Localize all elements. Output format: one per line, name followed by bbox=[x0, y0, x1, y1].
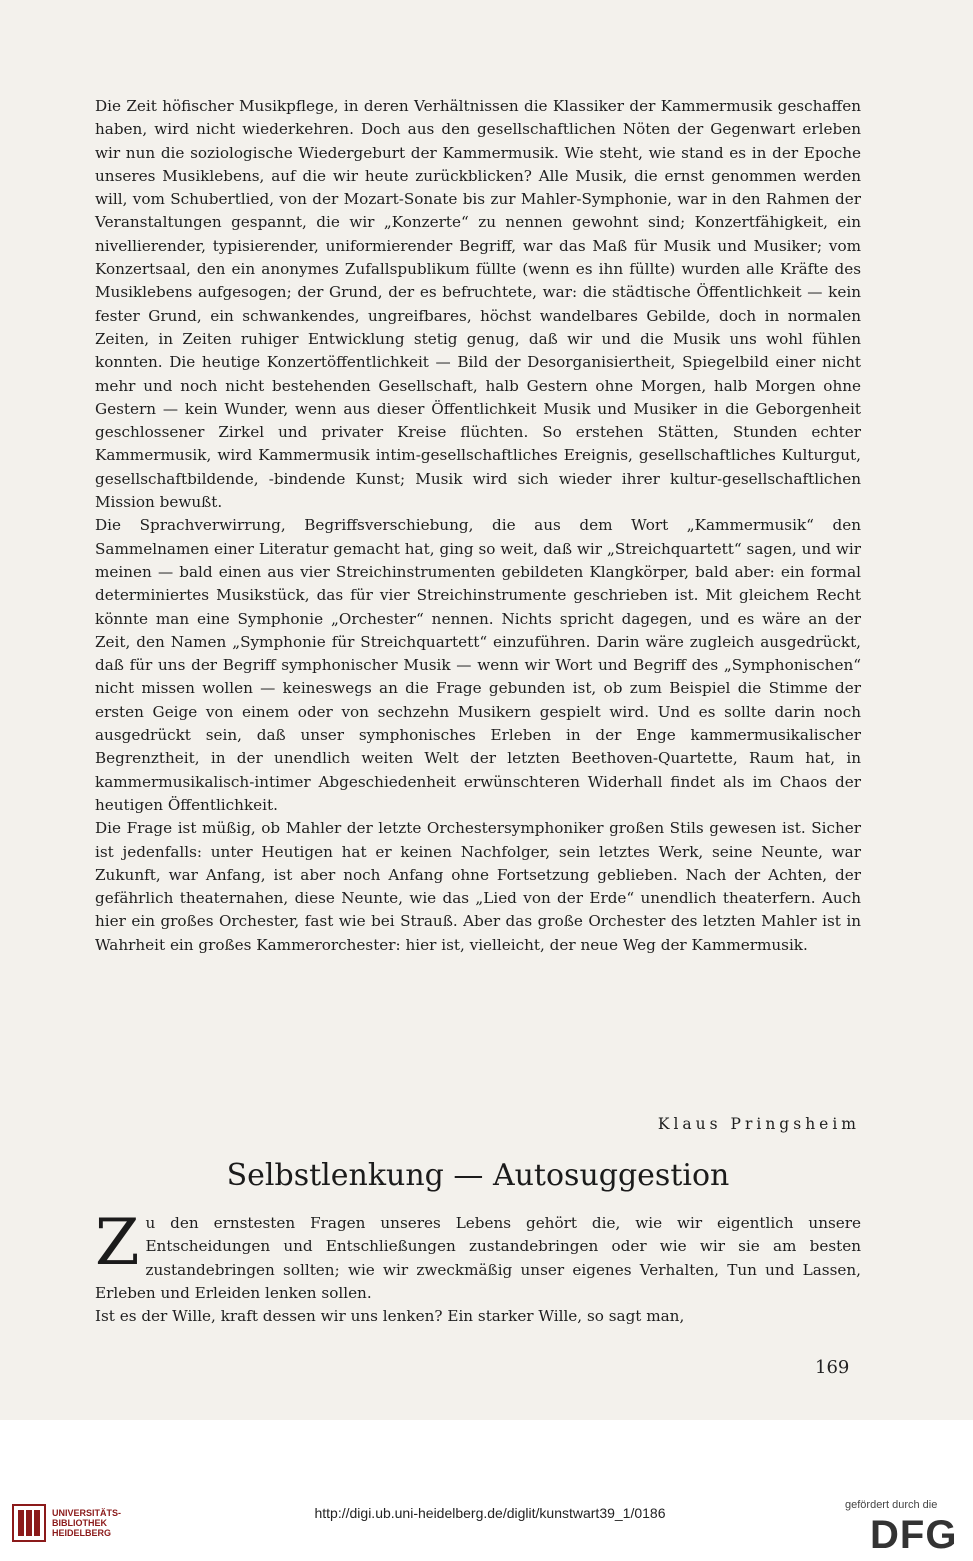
paragraph-1: Die Zeit höfischer Musikpflege, in deren Verhältnissen die Klassiker der Kammermusik geschaffen haben, wird nicht wiederkehren. Doch aus den gesellschaftlichen Nöten der Gegenwart erleben wir nun die soziologische Wiedergeburt der Kammermusik. Wie steht, wie stand es in der Epoche unseres Musiklebens, auf die wir heute zurückblicken? Alle Musik, die ernst genommen werden will, vom Schubertlied, von der Mozart-Sonate bis zur Mahler-Symphonie, war in den Rahmen der Veranstaltungen gespannt, die wir „Konzerte“ zu nennen gewohnt sind; Konzertfähigkeit, ein nivellierender, typisierender, uniformierender Begriff, war das Maß für Musik und Musiker; vom Konzertsaal, den ein anonymes Zufallspublikum füllte (wenn es ihn füllte) wurden alle Kräfte des Musiklebens aufgesogen; der Grund, der es befruchtete, war: die städtische Öffentlichkeit — kein fester Grund, ein schwankendes, ungreifbares, höchst wandelbares Gebilde, doch in normalen Zeiten, in Zeiten ruhiger Entwicklung stetig genug, daß wir und die Musik uns wohl fühlen konnten. Die heutige Konzertöffentlichkeit — Bild der Desorganisiertheit, Spiegelbild einer nicht mehr und noch nicht bestehenden Gesellschaft, halb Gestern ohne Morgen, halb Morgen ohne Gestern — kein Wunder, wenn aus dieser Öffentlichkeit Musik und Musiker in die Geborgenheit geschlossener Zirkel und privater Kreise flüchten. So erstehen Stätten, Stunden echter Kammermusik, wird Kammermusik intim-gesellschaftliches Ereignis, gesellschaftliches Kulturgut, gesellschaftbildende, -bindende Kunst; Musik wird sich wieder ihrer kultur-gesellschaftlichen Mission bewußt. bbox=[95, 97, 861, 512]
drop-cap: Z bbox=[95, 1206, 140, 1280]
university-logo-icon bbox=[12, 1504, 46, 1542]
page-number: 169 bbox=[815, 1357, 850, 1378]
author-signature: Klaus Pringsheim bbox=[657, 1115, 860, 1133]
funded-by-label: gefördert durch die bbox=[845, 1499, 938, 1511]
footer-bar bbox=[0, 1420, 973, 1561]
paragraph-2: Die Sprachverwirrung, Begriffsverschiebung, die aus dem Wort „Kammermusik“ den Sammelnamen einer Literatur gemacht hat, ging so weit, daß wir „Streichquartett“ sagen, und wir meinen — bald einen aus vier Streichinstrumenten gebildeten Klangkörper, bald aber: ein formal determiniertes Musikstück, das für vier Streichinstrumente geschrieben ist. Mit gleichem Recht könnte man eine Symphonie „Orchester“ nennen. Nichts spricht dagegen, und es wäre an der Zeit, den Namen „Symphonie für Streichquartett“ einzuführen. Darin wäre zugleich ausgedrückt, daß für uns der Begriff symphonischer Musik — wenn wir Wort und Begriff des „Symphonischen“ nicht missen wollen — keineswegs an die Frage gebunden ist, ob zum Beispiel die Stimme der ersten Geige von einem oder von sechzehn Musikern gespielt wird. Und es sollte darin noch ausgedrückt sein, daß unser symphonisches Erleben in der Enge kammermusikalischer Begrenztheit, in der unendlich weiten Welt der letzten Beethoven-Quartette, Raum hat, in kammermusikalisch-intimer Abgeschiedenheit erwünschteren Widerhall findet als im Chaos der heutigen Öffentlichkeit. bbox=[95, 516, 861, 814]
article-title: Selbstlenkung — Autosuggestion bbox=[226, 1158, 730, 1193]
article-body bbox=[95, 95, 861, 957]
article2-paragraph-2: Ist es der Wille, kraft dessen wir uns lenken? Ein starker Wille, so sagt man, bbox=[95, 1307, 685, 1326]
article2-paragraph-1: u den ernstesten Fragen unseres Lebens gehört die, wie wir eigentlich unsere Entscheidungen und Entschließungen zustandebringen oder wie wir sie am besten zustandebringen sollten; wie wir zweckmäßig unser eigenes Verhalten, Tun und Lassen, Erleben und Erleiden lenken sollen. bbox=[95, 1214, 861, 1302]
source-url[interactable]: http://digi.ub.uni-heidelberg.de/diglit/kunstwart39_1/0186 bbox=[314, 1505, 666, 1521]
article2-body bbox=[95, 1206, 861, 1328]
paragraph-3: Die Frage ist müßig, ob Mahler der letzte Orchestersymphoniker großen Stils gewesen ist. Sicher ist jedenfalls: unter Heutigen hat er keinen Nachfolger, sein letztes Werk, seine Neunte, war Zukunft, war Anfang, ist aber noch Anfang ohne Fortsetzung geblieben. Nach der Achten, der gefährlich theaternahen, diese Neunte, wie das „Lied von der Erde“ unendlich theaterfern. Auch hier ein großes Orchester, fast wie bei Strauß. Aber das große Orchester des letzten Mahler ist in Wahrheit ein großes Kammerorchester: hier ist, vielleicht, der neue Weg der Kammermusik. bbox=[95, 819, 861, 954]
university-name: UNIVERSITÄTS- BIBLIOTHEK HEIDELBERG bbox=[52, 1508, 122, 1538]
dfg-logo: DFG bbox=[870, 1513, 958, 1557]
